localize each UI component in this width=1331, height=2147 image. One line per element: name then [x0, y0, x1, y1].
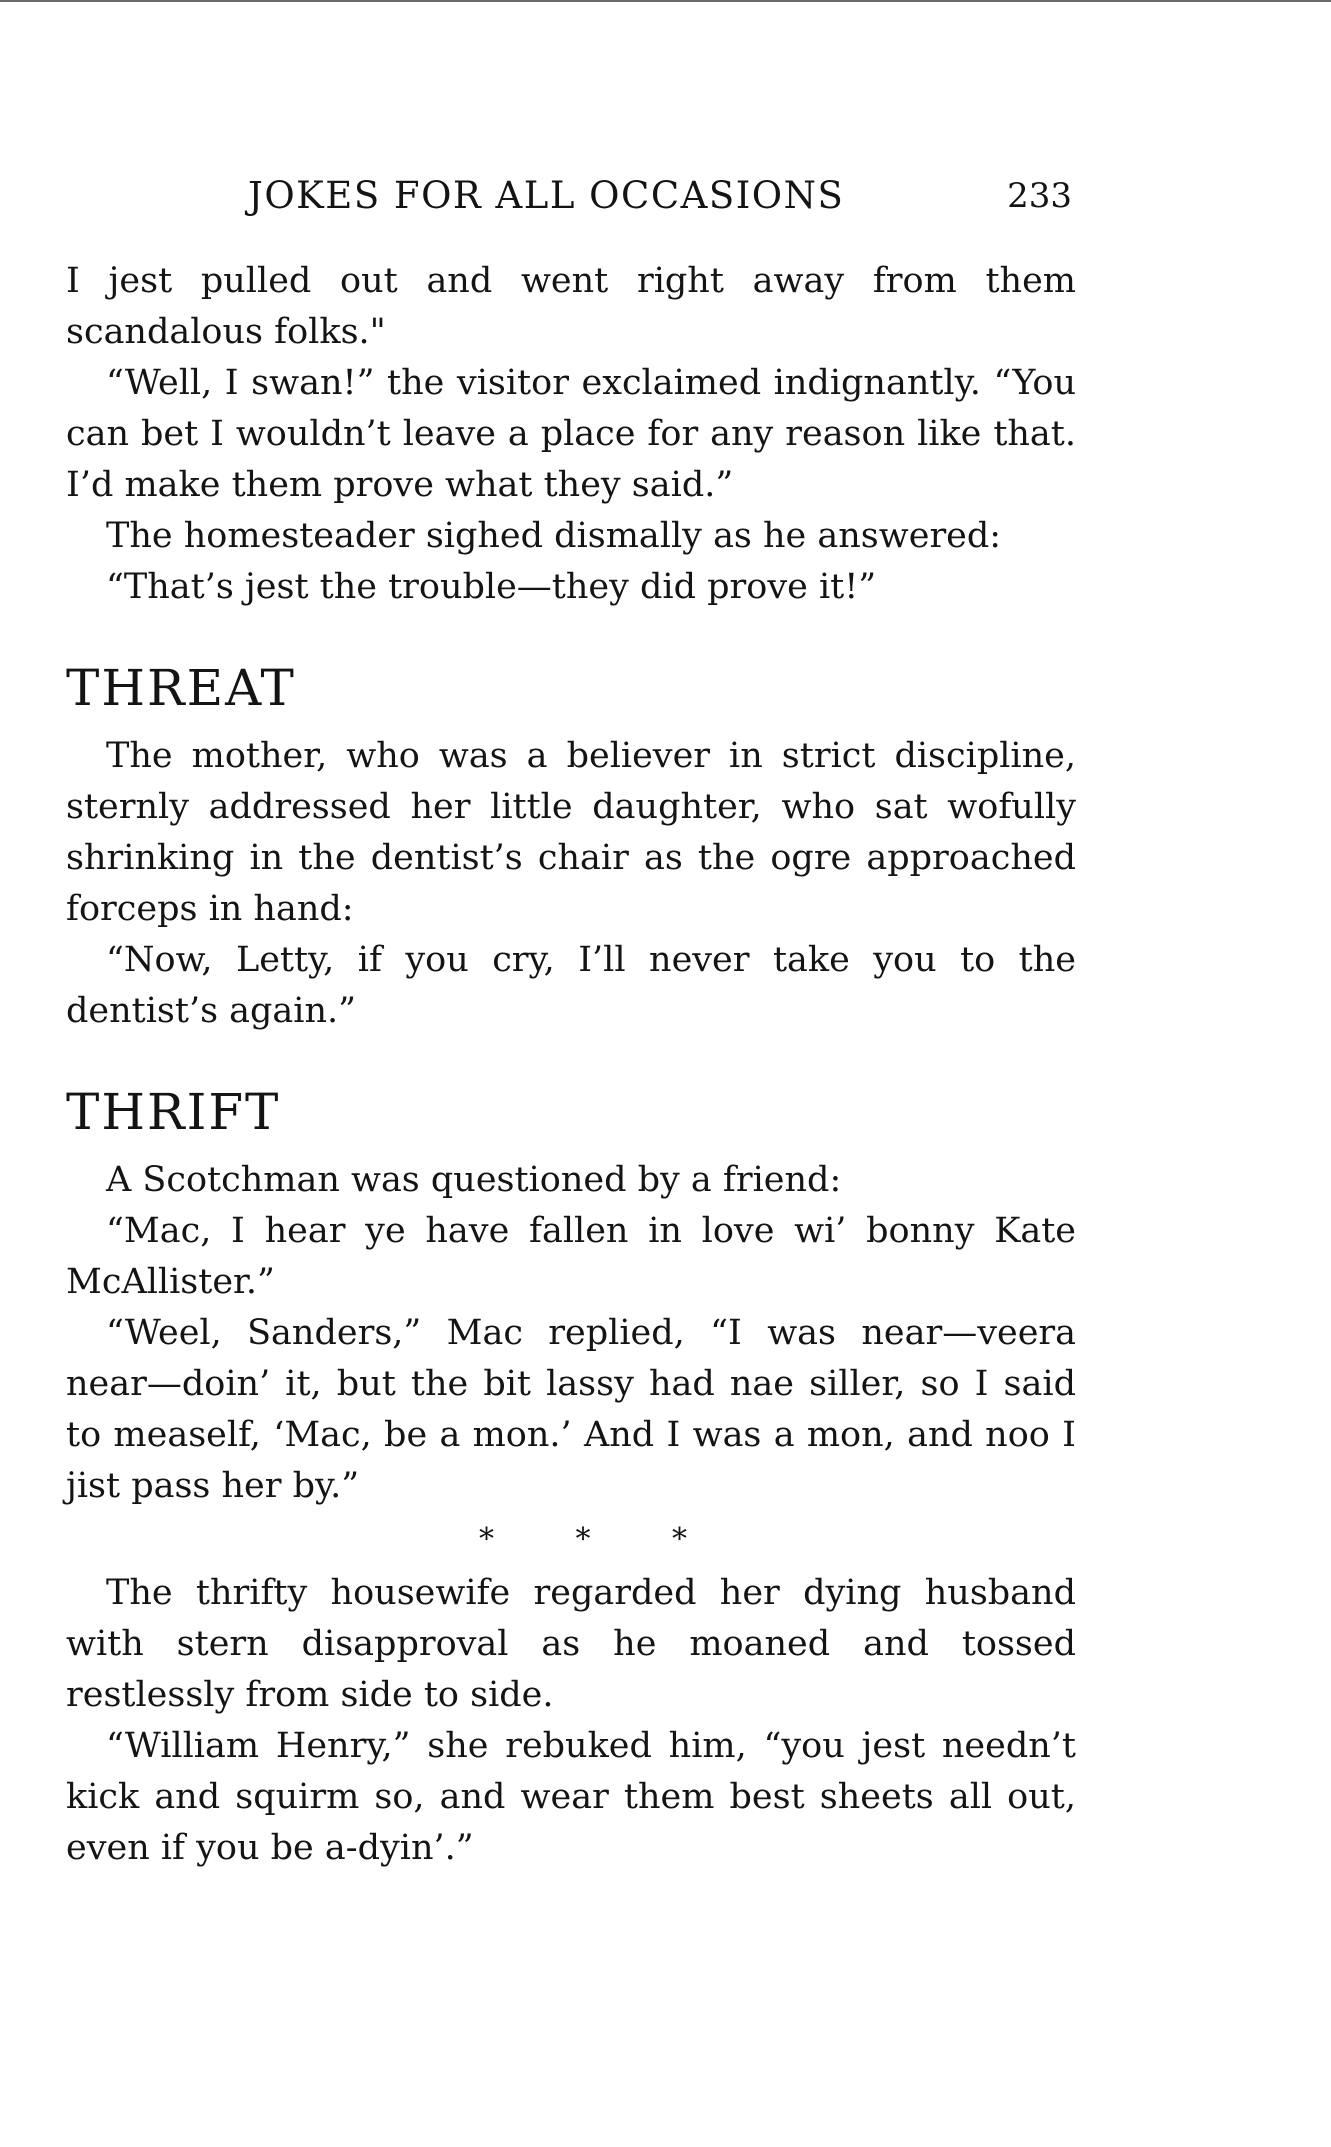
book-page [66, 170, 1076, 1874]
section-heading: THRIFT [66, 1083, 281, 1141]
paragraph: “Weel, Sanders,” Mac replied, “I was near—veera near—doin’ it, but the bit lassy had nae siller, so I said to meaself, ‘Mac, be a mon.’ And I was a mon, and noo I jist pass her by.” [66, 1313, 1076, 1506]
running-title: JOKES FOR ALL OCCASIONS [248, 174, 845, 217]
paragraph: A Scotchman was questioned by a friend: [106, 1160, 842, 1200]
section-heading: THREAT [66, 659, 296, 717]
paragraph: The homesteader sighed dismally as he answered: [106, 516, 1002, 556]
paragraph: “That’s jest the trouble—they did prove it!” [106, 567, 877, 607]
top-rule [0, 0, 1331, 2]
paragraph: “William Henry,” she rebuked him, “you jest needn’t kick and squirm so, and wear them best sheets all out, even if you be a-dyin’.” [66, 1726, 1076, 1868]
section-separator: * * * [478, 1522, 724, 1557]
paragraph: I jest pulled out and went right away from them scandalous folks." [66, 261, 1076, 352]
paragraph: “Well, I swan!” the visitor exclaimed indignantly. “You can bet I wouldn’t leave a place for any reason like that. I’d make them prove what they said.” [66, 363, 1076, 505]
paragraph: The mother, who was a believer in strict discipline, sternly addressed her little daughter, who sat wofully shrinking in the dentist’s chair as the ogre approached forceps in hand: [66, 736, 1076, 929]
continuation-text [66, 256, 1076, 613]
paragraph: “Mac, I hear ye have fallen in love wi’ bonny Kate McAllister.” [66, 1211, 1076, 1302]
section-threat [66, 653, 1076, 1037]
page-number: 233 [1007, 176, 1072, 216]
paragraph: The thrifty housewife regarded her dying husband with stern disapproval as he moaned and tossed restlessly from side to side. [66, 1573, 1076, 1715]
paragraph: “Now, Letty, if you cry, I’ll never take you to the dentist’s again.” [66, 940, 1076, 1031]
page-header [66, 170, 1076, 230]
section-thrift [66, 1077, 1076, 1874]
